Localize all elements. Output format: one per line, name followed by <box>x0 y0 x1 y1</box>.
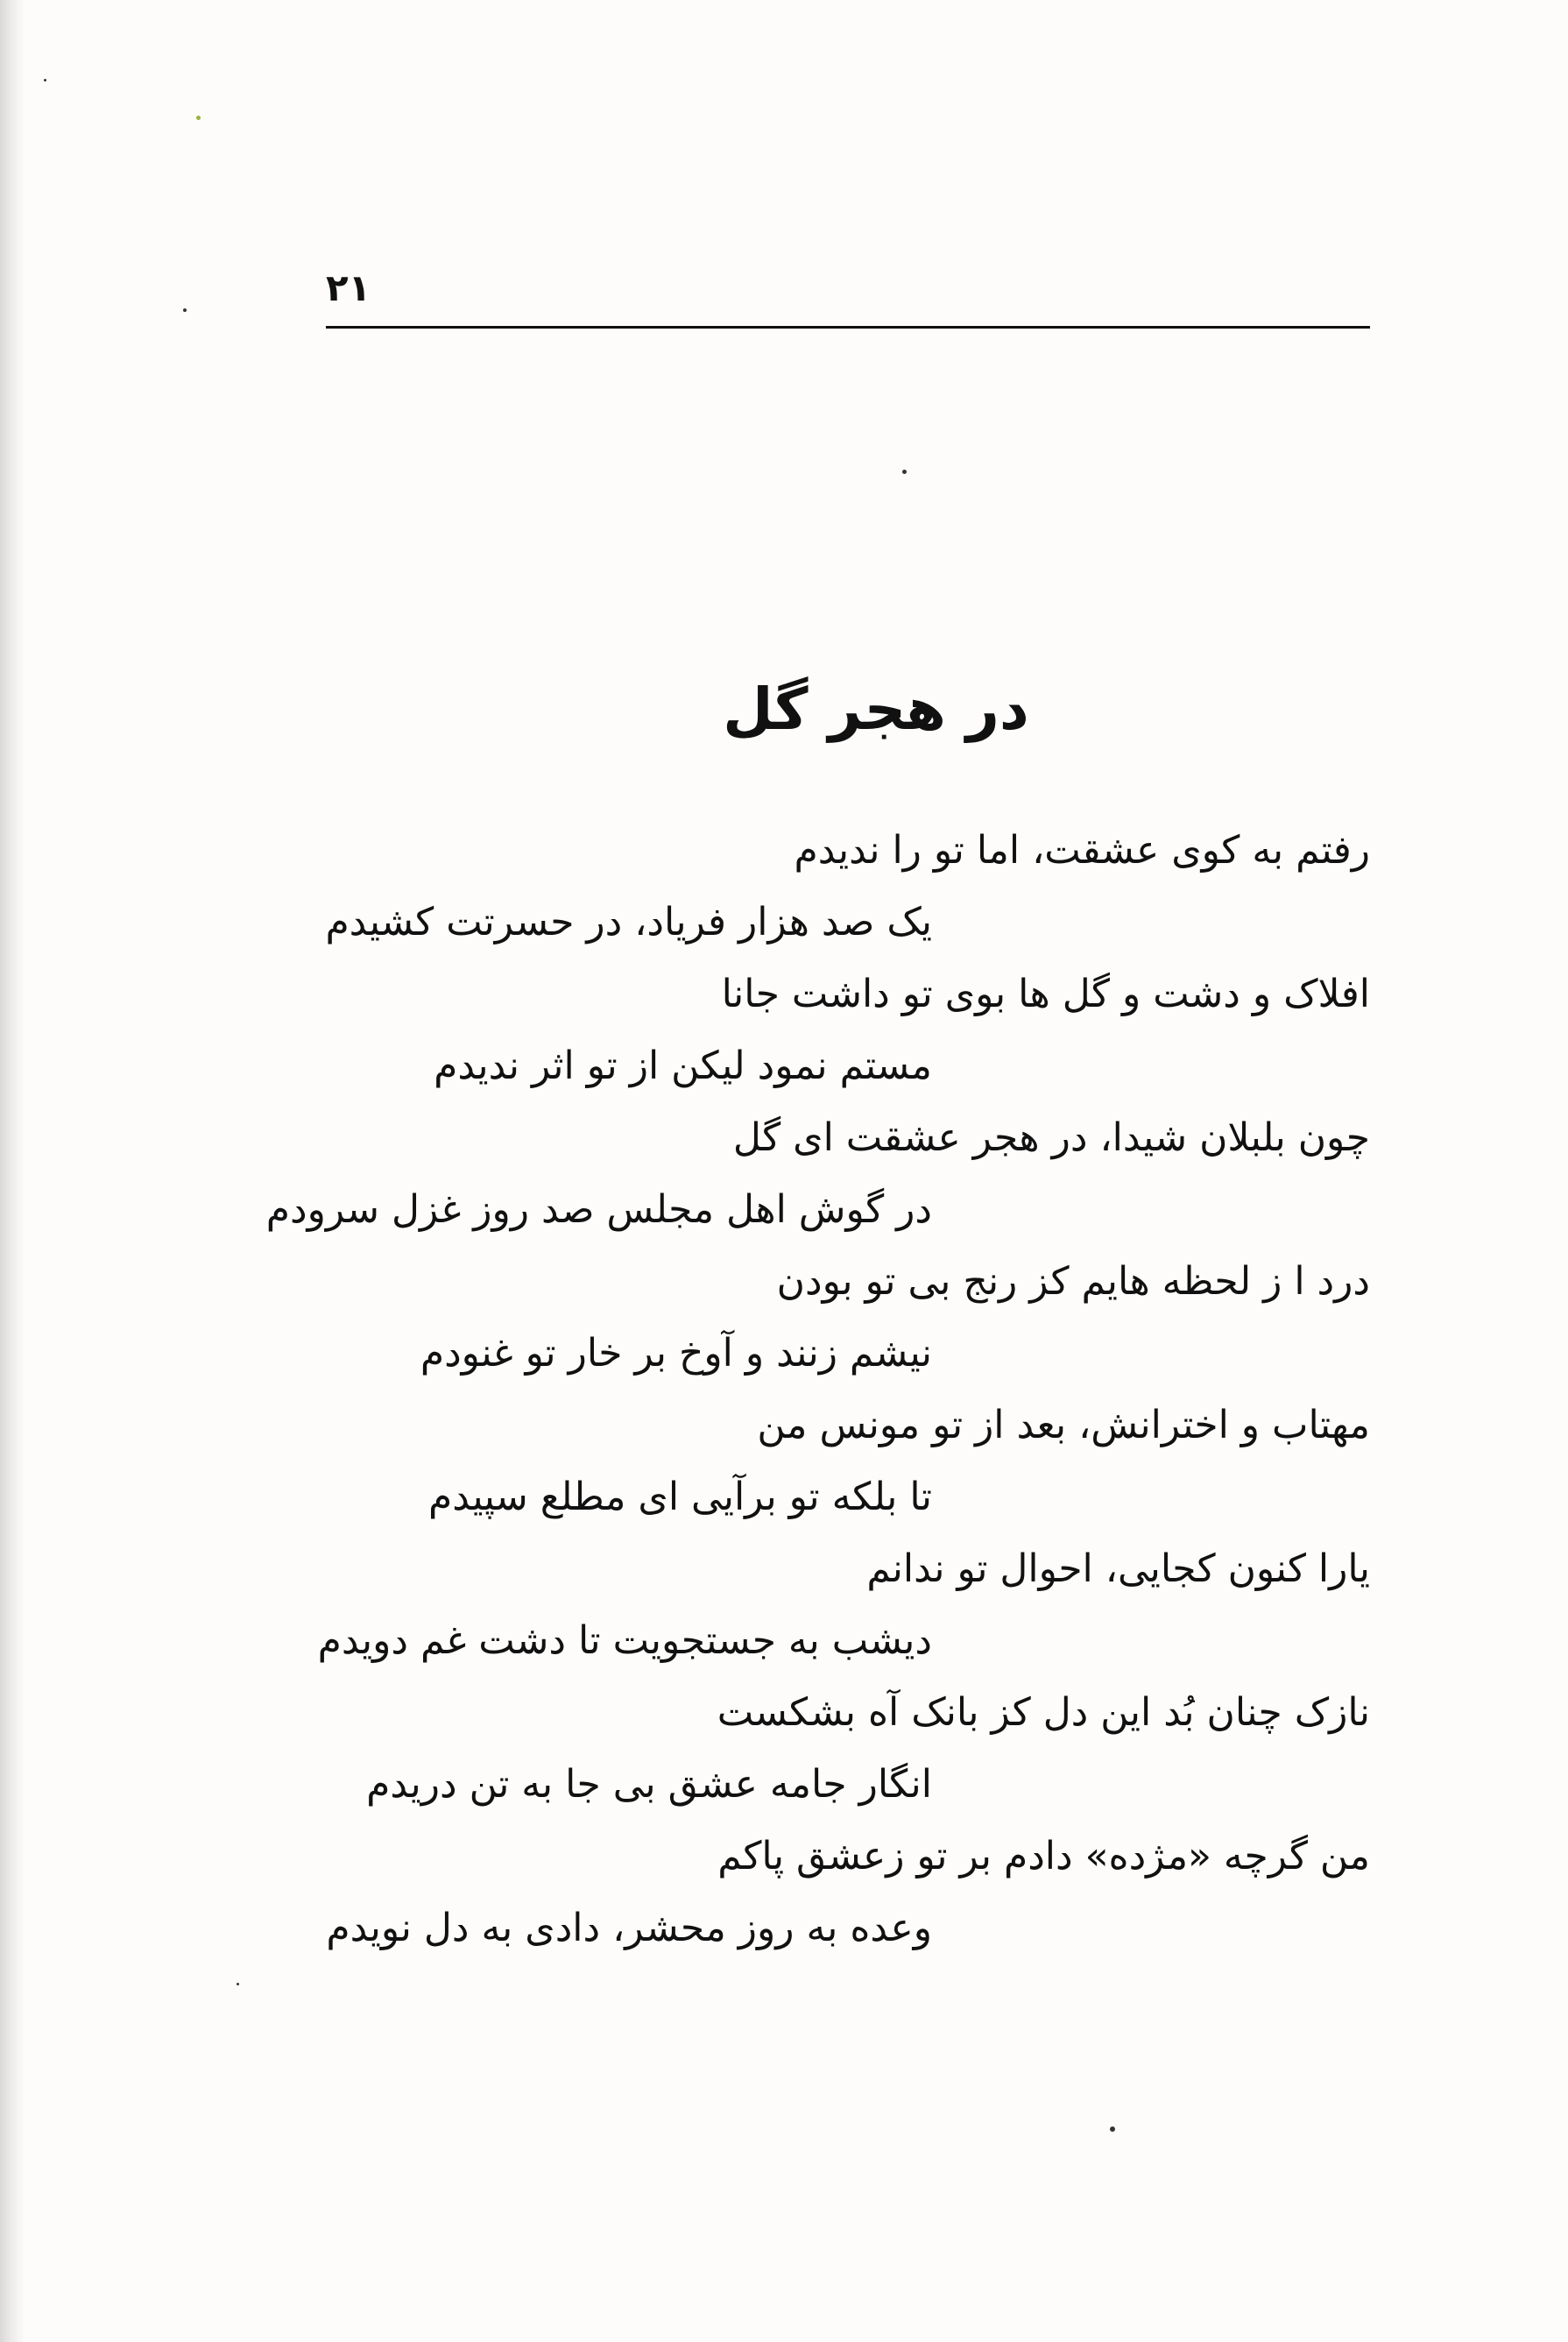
poem-line: انگار جامه عشق بی جا به تن دریدم <box>366 1762 932 1807</box>
page-edge-shadow <box>0 0 25 2342</box>
scan-speck <box>183 308 187 312</box>
poem-line: مهتاب و اخترانش، بعد از تو مونس من <box>757 1403 1370 1447</box>
scan-speck <box>1110 2126 1115 2132</box>
poem-line: نازک چنان بُد این دل کز بانک آه بشکست <box>717 1690 1370 1735</box>
poem-line: تا بلکه تو برآیی ای مطلع سپیدم <box>428 1475 932 1519</box>
poem-line: یارا کنون کجایی، احوال تو ندانم <box>866 1546 1370 1591</box>
poem-line: دیشب به جستجویت تا دشت غم دویدم <box>317 1618 932 1663</box>
poem-line: نیشم زنند و آوخ بر خار تو غنودم <box>420 1331 932 1376</box>
poem-line: من گرچه «مژده» دادم بر تو زعشق پاکم <box>717 1834 1370 1879</box>
poem-line: یک صد هزار فریاد، در حسرتت کشیدم <box>325 900 932 945</box>
poem-line: رفتم به کوی عشقت، اما تو را ندیدم <box>794 828 1370 873</box>
scan-speck <box>237 1983 239 1985</box>
scan-speck <box>196 116 201 120</box>
poem-line: در گوش اهل مجلس صد روز غزل سرودم <box>265 1187 932 1232</box>
poem-line: افلاک و دشت و گل ها بوی تو داشت جانا <box>721 972 1370 1016</box>
poem-line: درد ا ز لحظه هایم کز رنج بی تو بودن <box>776 1259 1370 1304</box>
poem-line: وعده به روز محشر، دادی به دل نویدم <box>326 1906 932 1950</box>
scan-speck <box>44 79 46 81</box>
poem-line: چون بلبلان شیدا، در هجر عشقت ای گل <box>732 1115 1370 1160</box>
header-rule <box>326 326 1370 329</box>
scan-speck <box>902 470 907 474</box>
poem-body <box>265 815 1370 1964</box>
page-number: ۲۱ <box>326 266 371 309</box>
poem-line: مستم نمود لیکن از تو اثر ندیدم <box>434 1044 932 1088</box>
poem-title: در هجر گل <box>723 676 1029 743</box>
